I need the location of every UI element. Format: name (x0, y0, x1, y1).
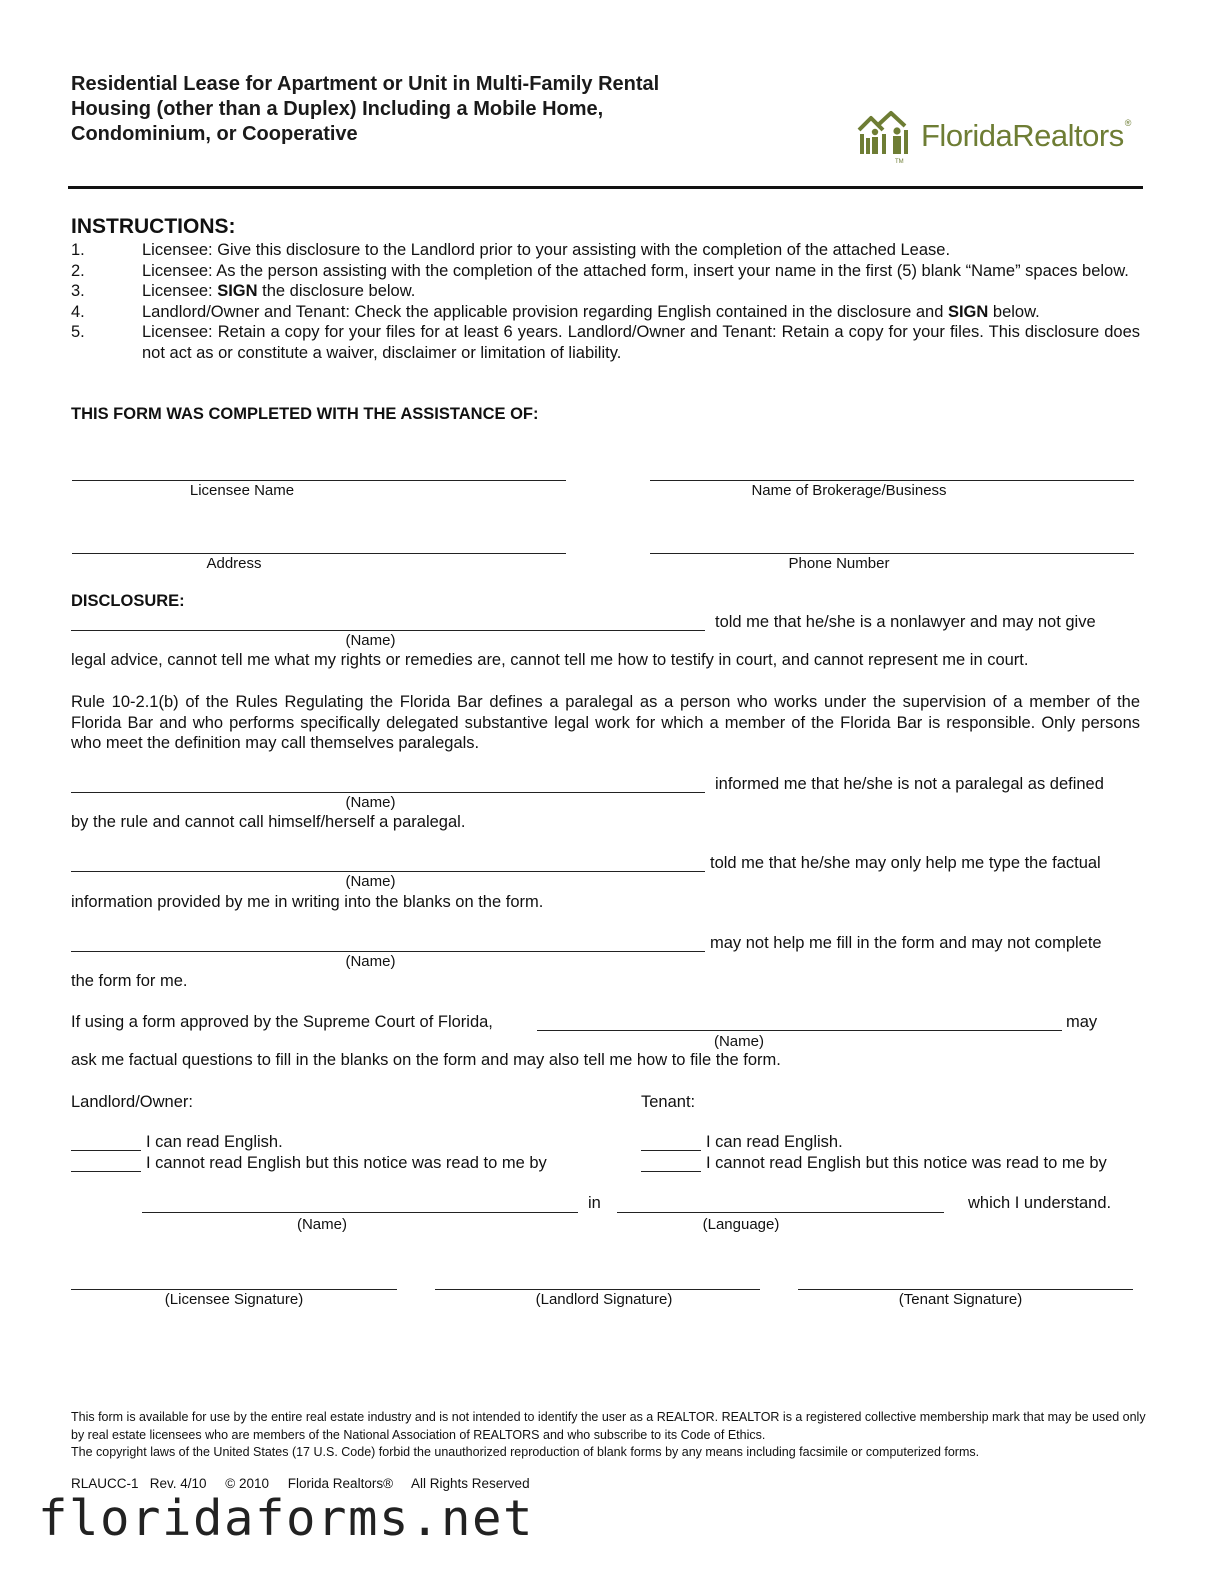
svg-text:TM: TM (895, 159, 904, 164)
name-label: (Name) (345, 953, 396, 970)
in-word: in (588, 1194, 601, 1212)
disclosure-statement-1-cont: legal advice, cannot tell me what my rights or remedies are, cannot tell me how to testify in court, and cannot represent me in court. (71, 651, 1029, 669)
disclosure-statement-2-cont: by the rule and cannot call himself/herself a paralegal. (71, 813, 466, 831)
houses-people-icon (855, 110, 917, 164)
phone-field[interactable] (650, 553, 1134, 554)
licensee-signature-label: (Licensee Signature) (164, 1291, 304, 1308)
disclosure-statement-5-tail: may (1066, 1013, 1098, 1031)
understand-text: which I understand. (968, 1194, 1112, 1212)
name-label: (Name) (345, 632, 396, 649)
licensee-name-field[interactable] (72, 480, 566, 481)
title-line: Housing (other than a Duplex) Including a Mobile Home, (71, 98, 604, 120)
name-label: (Name) (296, 1216, 347, 1233)
disclosure-statement-3: told me that he/she may only help me type the factual (710, 854, 1101, 872)
landlord-can-read-check[interactable] (71, 1150, 141, 1151)
title-line: Condominium, or Cooperative (71, 123, 358, 145)
instructions-list (71, 240, 1140, 363)
disclosure-statement-4-cont: the form for me. (71, 972, 188, 990)
reader-name-field[interactable] (142, 1212, 578, 1213)
tenant-cannot-read-check[interactable] (641, 1171, 701, 1172)
landlord-cannot-read-text: I cannot read English but this notice was read to me by (146, 1154, 547, 1172)
landlord-owner-label: Landlord/Owner: (71, 1093, 193, 1111)
instruction-item: 5. Licensee: Retain a copy for your files for at least 6 years. Landlord/Owner and Tenant: Retain a copy for your files. This disclosure does not act as or constitute a waiver, disclaimer or limitation of liability. (71, 323, 1140, 362)
brokerage-field[interactable] (650, 480, 1134, 481)
disclosure-statement-5-cont: ask me factual questions to fill in the blanks on the form and may also tell me how to file the form. (71, 1051, 781, 1069)
instruction-item: 3. Licensee: SIGN the disclosure below. (71, 282, 416, 300)
landlord-can-read-text: I can read English. (146, 1133, 283, 1151)
brokerage-label: Name of Brokerage/Business (751, 482, 947, 499)
tenant-can-read-check[interactable] (641, 1150, 701, 1151)
disclosure-name-field-1[interactable] (71, 630, 705, 631)
tenant-cannot-read-text: I cannot read English but this notice was read to me by (706, 1154, 1107, 1172)
paralegal-rule-paragraph: Rule 10-2.1(b) of the Rules Regulating the Florida Bar defines a paralegal as a person who works under the supervision of a member of the Florida Bar and who performs specifically delegated substantive legal work for which a member of the Florida Bar is responsible. Only persons who meet the definition may call themselves paralegals. (71, 693, 1140, 752)
name-label: (Name) (345, 794, 396, 811)
disclosure-name-field-3[interactable] (71, 871, 705, 872)
landlord-signature-field[interactable] (435, 1289, 760, 1290)
watermark: floridaforms.net (38, 1490, 535, 1547)
logo-wordmark: FloridaRealtors® (921, 118, 1131, 153)
assistance-heading: THIS FORM WAS COMPLETED WITH THE ASSISTANCE OF: (71, 405, 539, 423)
footer-notice (71, 1409, 1146, 1462)
header-divider (68, 186, 1143, 189)
landlord-cannot-read-check[interactable] (71, 1171, 141, 1172)
footer-line: The copyright laws of the United States (17 U.S. Code) forbid the unauthorized reproduction of blank forms by any means including facsimile or computerized forms. (71, 1445, 980, 1459)
tenant-signature-field[interactable] (798, 1289, 1133, 1290)
disclosure-statement-1: told me that he/she is a nonlawyer and may not give (715, 613, 1096, 631)
disclosure-heading: DISCLOSURE: (71, 592, 185, 610)
instruction-item: 4. Landlord/Owner and Tenant: Check the applicable provision regarding English contained in the disclosure and SIGN below. (71, 302, 1040, 321)
tenant-can-read-text: I can read English. (706, 1133, 843, 1151)
disclosure-name-field-2[interactable] (71, 792, 705, 793)
form-code: RLAUCC-1 Rev. 4/10 © 2010 Florida Realtors® All Rights Reserved (71, 1476, 530, 1491)
disclosure-statement-4: may not help me fill in the form and may not complete (710, 934, 1102, 952)
phone-label: Phone Number (788, 555, 890, 572)
landlord-signature-label: (Landlord Signature) (535, 1291, 673, 1308)
tenant-label: Tenant: (641, 1093, 696, 1111)
form-title (71, 72, 791, 147)
disclosure-name-field-5[interactable] (537, 1030, 1062, 1031)
title-line: Residential Lease for Apartment or Unit in Multi-Family Rental (71, 73, 660, 95)
language-field[interactable] (617, 1212, 944, 1213)
name-label: (Name) (345, 873, 396, 890)
address-label: Address (206, 555, 262, 572)
disclosure-statement-3-cont: information provided by me in writing into the blanks on the form. (71, 893, 544, 911)
disclosure-statement-5: If using a form approved by the Supreme Court of Florida, (71, 1013, 493, 1031)
name-label: (Name) (713, 1033, 764, 1050)
instruction-item: 1. Licensee: Give this disclosure to the Landlord prior to your assisting with the completion of the attached Lease. (71, 241, 951, 259)
footer-line: This form is available for use by the entire real estate industry and is not intended to identify the user as a REALTOR. REALTOR is a registered collective membership mark that may be used only by real estate licensees who are members of the National Association of REALTORS and who subscribe to its Code of Ethics. (71, 1410, 1146, 1442)
florida-realtors-logo (855, 108, 1135, 166)
instruction-item: 2. Licensee: As the person assisting with the completion of the attached form, insert your name in the first (5) blank “Name” spaces below. (71, 261, 1129, 280)
licensee-name-label: Licensee Name (189, 482, 295, 499)
tenant-signature-label: (Tenant Signature) (898, 1291, 1023, 1308)
address-field[interactable] (72, 553, 566, 554)
licensee-signature-field[interactable] (71, 1289, 397, 1290)
instructions-heading: INSTRUCTIONS: (71, 215, 236, 238)
language-label: (Language) (702, 1216, 780, 1233)
disclosure-name-field-4[interactable] (71, 951, 705, 952)
disclosure-statement-2: informed me that he/she is not a paralegal as defined (715, 775, 1104, 793)
